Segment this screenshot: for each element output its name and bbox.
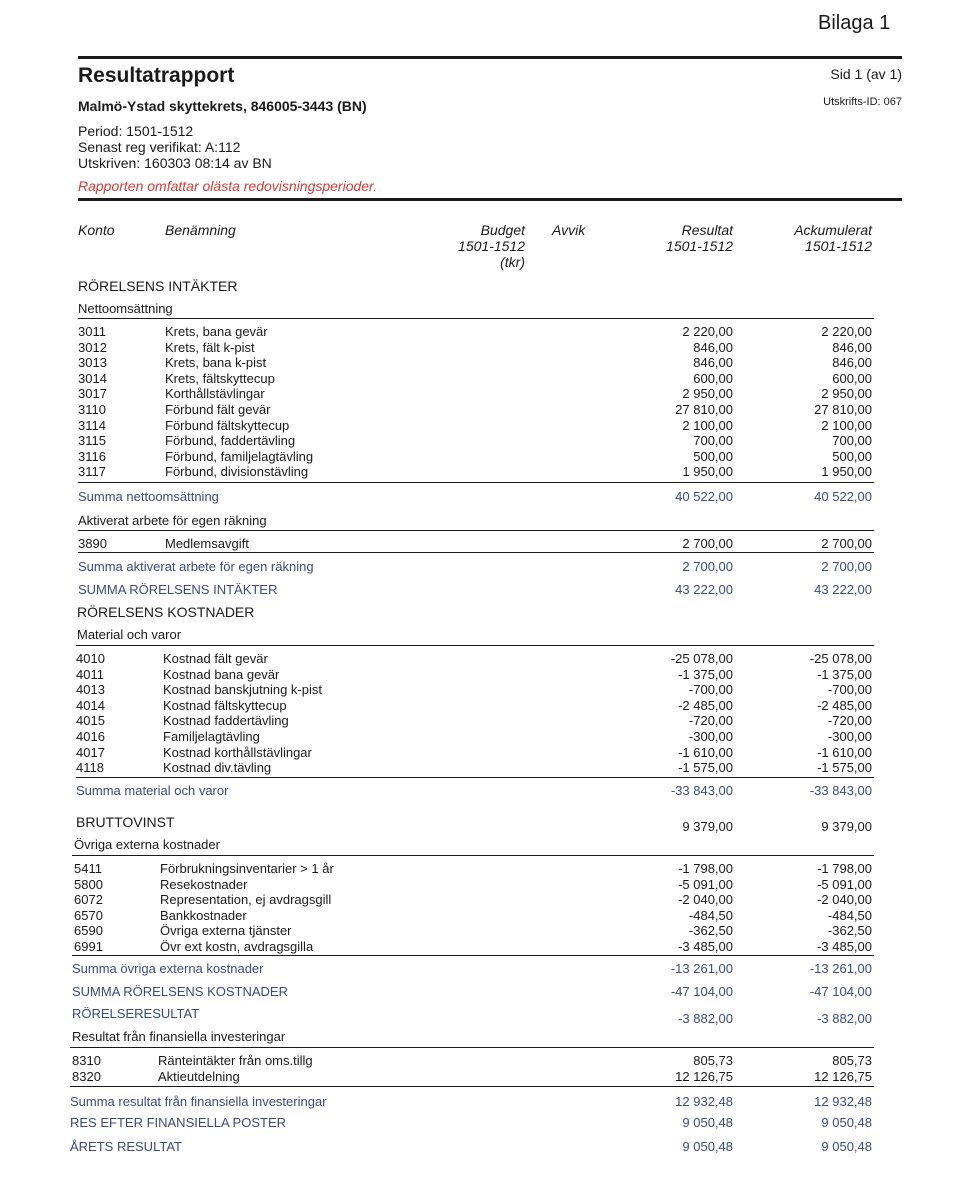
resultat-value: 700,00 [693, 433, 733, 449]
table-row [0, 449, 960, 465]
ackumulerat-value: 2 100,00 [821, 417, 872, 433]
ackumulerat-value: 27 810,00 [814, 402, 872, 417]
summa-aktiverat [0, 559, 960, 575]
table-row [0, 713, 960, 729]
summary-resultat: -13 261,00 [670, 961, 733, 976]
summary-label: Summa material och varor [76, 783, 229, 798]
ackumulerat-value: 805,73 [832, 1053, 872, 1068]
col-ackumulerat-period: 1501-1512 [805, 238, 872, 254]
col-resultat: Resultat [681, 222, 733, 238]
ackumulerat-value: 12 126,75 [814, 1068, 872, 1084]
account-name: Korthållstävlingar [165, 386, 265, 402]
account-number: 3890 [78, 536, 107, 551]
summary-ackumulerat: -33 843,00 [809, 783, 872, 798]
account-number: 6570 [74, 907, 103, 923]
table-row [0, 1053, 960, 1069]
account-name: Kostnad fältskyttecup [163, 697, 287, 713]
ackumulerat-value: 2 220,00 [821, 324, 872, 339]
rule-ovriga-top [72, 855, 874, 856]
last-verification: Senast reg verifikat: A:112 [78, 139, 241, 155]
account-number: 4013 [76, 682, 105, 698]
account-name: Övriga externa tjänster [160, 923, 292, 939]
account-number: 6590 [74, 923, 103, 939]
printed-date: Utskriven: 160303 08:14 av BN [78, 155, 272, 171]
table-row [0, 386, 960, 402]
table-row [0, 371, 960, 387]
account-name: Krets, bana gevär [165, 324, 268, 339]
summa-material [0, 783, 960, 799]
col-resultat-period: 1501-1512 [666, 238, 733, 254]
col-ackumulerat: Ackumulerat [794, 222, 872, 238]
table-row [0, 682, 960, 698]
account-name: Resekostnader [160, 876, 248, 892]
account-number: 3013 [78, 355, 107, 371]
summary-resultat: 40 522,00 [675, 489, 733, 504]
account-name: Kostnad faddertävling [163, 713, 289, 729]
summa-rorelsens-intakter [0, 582, 960, 598]
account-name: Krets, fält k-pist [165, 339, 255, 355]
header-rule-bottom [78, 198, 902, 201]
summa-rorelsens-kostnader [0, 984, 960, 1000]
account-name: Förbund, familjelagtävling [165, 448, 314, 464]
summary-label: SUMMA RÖRELSENS KOSTNADER [72, 984, 288, 999]
ackumulerat-value: -1 798,00 [817, 861, 872, 876]
resultat-value: 805,73 [693, 1053, 733, 1068]
resultat-value: -720,00 [688, 713, 733, 729]
ackumulerat-value: -720,00 [827, 713, 872, 729]
table-row [0, 877, 960, 893]
warning-text: Rapporten omfattar olästa redovisningsperioder. [78, 178, 378, 194]
resultat-value: -300,00 [688, 729, 733, 744]
table-row [0, 651, 960, 667]
rule-netto-top [78, 318, 874, 319]
group-aktiverat: Aktiverat arbete för egen räkning [78, 513, 267, 528]
resultat-value: 600,00 [693, 370, 733, 386]
resultat-value: 2 950,00 [682, 386, 733, 402]
ackumulerat-value: 700,00 [832, 433, 872, 449]
rule-finansiella-top [70, 1047, 874, 1048]
rule-material-top [76, 645, 874, 646]
ackumulerat-value: -3 485,00 [817, 939, 872, 954]
resultat-value: -1 375,00 [678, 666, 733, 682]
account-number: 5800 [74, 876, 103, 892]
account-number: 3115 [78, 433, 106, 449]
summary-label: ÅRETS RESULTAT [70, 1139, 182, 1154]
account-name: Förbund fältskyttecup [165, 417, 290, 433]
account-name: Kostnad fält gevär [163, 651, 268, 666]
ackumulerat-value: 500,00 [832, 448, 872, 464]
bilaga-label: Bilaga 1 [818, 12, 891, 34]
summary-resultat: 9 050,48 [682, 1139, 733, 1154]
account-name: Kostnad div.tävling [163, 760, 272, 776]
resultat-value: -5 091,00 [678, 876, 733, 892]
summary-ackumulerat: -3 882,00 [817, 1011, 872, 1026]
account-name: Representation, ej avdragsgill [160, 892, 332, 908]
ackumulerat-value: -362,50 [827, 923, 872, 939]
account-name: Förbund, divisionstävling [165, 464, 309, 480]
summary-label: Summa resultat från finansiella investeringar [70, 1094, 327, 1109]
summary-ackumulerat: 9 050,48 [821, 1139, 872, 1154]
summary-resultat: -47 104,00 [670, 984, 733, 999]
table-row [0, 698, 960, 714]
resultat-value: 500,00 [693, 448, 733, 464]
rule-netto-bottom [78, 482, 874, 483]
table-row [0, 536, 960, 552]
header-rule-top [78, 56, 902, 59]
col-budget-period: 1501-1512 [458, 238, 525, 254]
group-material: Material och varor [77, 627, 182, 642]
resultat-value: -700,00 [688, 682, 733, 698]
col-budget: Budget [480, 222, 525, 238]
table-row [0, 861, 960, 877]
table-row [0, 324, 960, 340]
account-number: 3012 [78, 339, 107, 355]
account-number: 3011 [78, 324, 106, 339]
rule-ovriga-bottom [72, 955, 874, 956]
summary-label: SUMMA RÖRELSENS INTÄKTER [78, 582, 278, 597]
summary-resultat: 43 222,00 [675, 582, 733, 597]
account-number: 8310 [72, 1053, 101, 1068]
ackumulerat-value: 600,00 [832, 370, 872, 386]
table-row [0, 923, 960, 939]
rule-aktiverat-top [78, 530, 874, 531]
res-efter-finansiella [0, 1115, 960, 1131]
account-name: Familjelagtävling [163, 729, 260, 744]
account-name: Kostnad korthållstävlingar [163, 744, 312, 760]
account-number: 4011 [76, 666, 104, 682]
account-number: 4015 [76, 713, 105, 729]
rorelseresultat [0, 1006, 960, 1026]
summary-resultat: -33 843,00 [670, 783, 733, 798]
summa-ovriga [0, 961, 960, 977]
resultat-value: 846,00 [693, 355, 733, 371]
table-row [0, 402, 960, 418]
account-name: Bankkostnader [160, 907, 247, 923]
ackumulerat-value: 1 950,00 [821, 464, 872, 480]
resultat-value: -484,50 [688, 907, 733, 923]
summary-label: RÖRELSERESULTAT [72, 1006, 200, 1021]
group-nettoomsattning: Nettoomsättning [78, 301, 173, 316]
ackumulerat-value: -300,00 [827, 729, 872, 744]
arets-resultat [0, 1139, 960, 1155]
account-name: Kostnad banskjutning k-pist [163, 682, 322, 698]
table-row [0, 745, 960, 761]
account-number: 3117 [78, 464, 106, 480]
account-name: Ränteintäkter från oms.tillg [158, 1053, 313, 1068]
account-number: 4017 [76, 744, 105, 760]
org-name: Malmö-Ystad skyttekrets, 846005-3443 (BN) [78, 98, 367, 114]
summary-ackumulerat: 43 222,00 [814, 582, 872, 597]
summary-label: RES EFTER FINANSIELLA POSTER [70, 1115, 286, 1130]
print-id: Utskrifts-ID: 067 [823, 96, 902, 108]
resultat-value: 12 126,75 [675, 1068, 733, 1084]
ackumulerat-value: -1 610,00 [817, 744, 872, 760]
table-row [0, 939, 960, 955]
resultat-value: -2 040,00 [678, 892, 733, 908]
account-number: 4014 [76, 697, 105, 713]
account-name: Medlemsavgift [165, 536, 249, 551]
report-title: Resultatrapport [78, 64, 235, 87]
summary-resultat: 2 700,00 [682, 559, 733, 574]
section-rorelsens-kostnader: RÖRELSENS KOSTNADER [77, 604, 255, 620]
summary-ackumulerat: -13 261,00 [809, 961, 872, 976]
resultat-value: 2 700,00 [682, 536, 733, 551]
summary-ackumulerat: 40 522,00 [814, 489, 872, 504]
table-row [0, 760, 960, 776]
resultat-value: 27 810,00 [675, 402, 733, 417]
account-number: 8320 [72, 1068, 101, 1084]
summary-ackumulerat: 12 932,48 [814, 1094, 872, 1109]
account-number: 5411 [74, 861, 102, 876]
summary-ackumulerat: 9 050,48 [821, 1115, 872, 1130]
summary-ackumulerat: 9 379,00 [821, 819, 872, 834]
account-name: Förbund, faddertävling [165, 433, 296, 449]
account-name: Förbund fält gevär [165, 402, 271, 417]
col-avvik: Avvik [552, 222, 586, 238]
summary-resultat: 9 379,00 [682, 819, 733, 834]
summa-nettoomsattning [0, 489, 960, 505]
summary-label: BRUTTOVINST [76, 814, 175, 830]
ackumulerat-value: -484,50 [827, 907, 872, 923]
resultat-value: -2 485,00 [678, 697, 733, 713]
account-number: 3017 [78, 386, 107, 402]
summary-ackumulerat: 2 700,00 [821, 559, 872, 574]
ackumulerat-value: 2 950,00 [821, 386, 872, 402]
resultat-value: -3 485,00 [678, 939, 733, 954]
ackumulerat-value: -1 375,00 [817, 666, 872, 682]
resultat-value: 1 950,00 [682, 464, 733, 480]
rule-aktiverat-bottom [78, 552, 874, 553]
table-row [0, 667, 960, 683]
account-number: 3110 [78, 402, 106, 417]
section-rorelsens-intakter: RÖRELSENS INTÄKTER [78, 278, 238, 294]
ackumulerat-value: -700,00 [827, 682, 872, 698]
account-name: Krets, fältskyttecup [165, 370, 275, 386]
group-ovriga: Övriga externa kostnader [74, 837, 220, 852]
table-row [0, 433, 960, 449]
account-name: Krets, bana k-pist [165, 355, 267, 371]
account-number: 3114 [78, 417, 106, 433]
table-row [0, 355, 960, 371]
table-row [0, 418, 960, 434]
bruttovinst [0, 814, 960, 834]
account-number: 6072 [74, 892, 103, 908]
summary-resultat: -3 882,00 [678, 1011, 733, 1026]
col-konto: Konto [78, 222, 115, 238]
summary-label: Summa övriga externa kostnader [72, 961, 264, 976]
account-name: Övr ext kostn, avdragsgilla [160, 939, 314, 954]
col-benamning: Benämning [165, 222, 236, 238]
summary-resultat: 12 932,48 [675, 1094, 733, 1109]
account-number: 3116 [78, 448, 106, 464]
account-name: Aktieutdelning [158, 1068, 240, 1084]
account-number: 4010 [76, 651, 105, 666]
ackumulerat-value: -25 078,00 [809, 651, 872, 666]
col-budget-unit: (tkr) [500, 254, 525, 270]
table-row [0, 892, 960, 908]
ackumulerat-value: 846,00 [832, 339, 872, 355]
summary-label: Summa nettoomsättning [78, 489, 219, 504]
resultat-value: -1 610,00 [678, 744, 733, 760]
account-name: Kostnad bana gevär [163, 666, 280, 682]
ackumulerat-value: -2 485,00 [817, 697, 872, 713]
account-number: 3014 [78, 370, 107, 386]
table-row [0, 729, 960, 745]
page-indicator: Sid 1 (av 1) [830, 66, 902, 82]
account-name: Förbrukningsinventarier > 1 år [160, 861, 334, 876]
group-finansiella: Resultat från finansiella investeringar [72, 1029, 286, 1044]
table-row [0, 464, 960, 480]
resultat-value: -1 798,00 [678, 861, 733, 876]
ackumulerat-value: -1 575,00 [817, 760, 872, 776]
ackumulerat-value: -5 091,00 [817, 876, 872, 892]
summary-label: Summa aktiverat arbete för egen räkning [78, 559, 314, 574]
table-row [0, 1069, 960, 1085]
ackumulerat-value: 846,00 [832, 355, 872, 371]
rule-finansiella-bottom [70, 1086, 874, 1087]
resultat-value: 2 220,00 [682, 324, 733, 339]
period: Period: 1501-1512 [78, 123, 194, 139]
ackumulerat-value: -2 040,00 [817, 892, 872, 908]
account-number: 4118 [76, 760, 104, 776]
summary-resultat: 9 050,48 [682, 1115, 733, 1130]
summary-ackumulerat: -47 104,00 [809, 984, 872, 999]
account-number: 6991 [74, 939, 103, 954]
account-number: 4016 [76, 729, 105, 744]
ackumulerat-value: 2 700,00 [821, 536, 872, 551]
resultat-value: -25 078,00 [670, 651, 733, 666]
resultat-value: -362,50 [688, 923, 733, 939]
table-row [0, 908, 960, 924]
summa-finansiella [0, 1094, 960, 1110]
resultat-value: 2 100,00 [682, 417, 733, 433]
resultat-value: 846,00 [693, 339, 733, 355]
rule-material-bottom [76, 777, 874, 778]
table-row [0, 340, 960, 356]
resultat-value: -1 575,00 [678, 760, 733, 776]
